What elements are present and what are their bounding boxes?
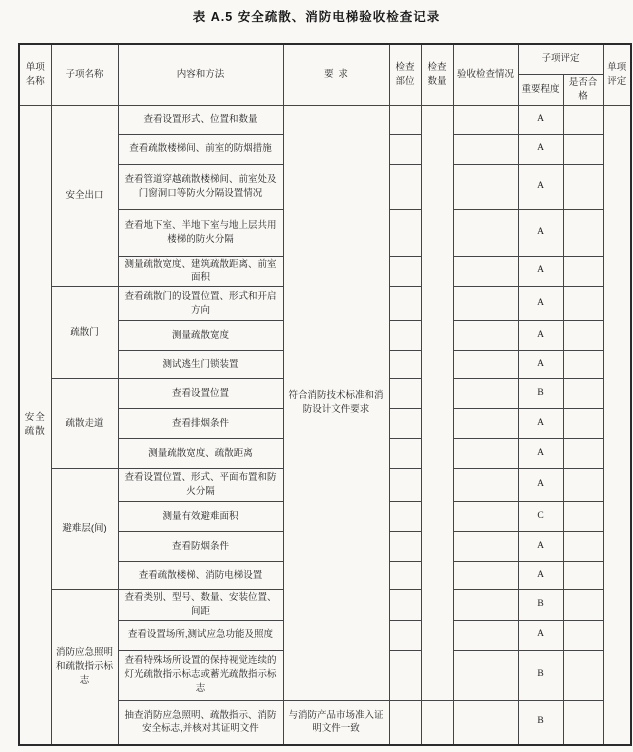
header-content-method: 内容和方法 [118,44,283,105]
cell-check-location [389,287,421,321]
cell-importance: A [518,620,563,650]
cell-acceptance-status [453,379,518,409]
cell-acceptance-status [453,256,518,287]
cell-content-method: 查看特殊场所设置的保持视觉连续的灯光疏散指示标志或蓄光疏散指示标志 [118,650,283,700]
cell-qualified [563,209,603,256]
cell-content-method: 查看设置位置、形式、平面布置和防火分隔 [118,469,283,502]
cell-acceptance-status [453,620,518,650]
cell-check-location [389,562,421,590]
header-item-name: 单项名称 [19,44,51,105]
cell-qualified [563,562,603,590]
cell-importance: C [518,502,563,532]
cell-check-location [389,379,421,409]
cell-importance: A [518,209,563,256]
cell-importance: A [518,351,563,379]
cell-importance: A [518,562,563,590]
cell-content-method: 查看排烟条件 [118,409,283,439]
cell-importance: A [518,134,563,164]
cell-acceptance-status [453,700,518,745]
cell-acceptance-status [453,409,518,439]
cell-sub-item-name: 疏散走道 [51,379,118,469]
cell-content-method: 测量疏散宽度、建筑疏散距离、前室面积 [118,256,283,287]
cell-qualified [563,469,603,502]
table-row [19,105,631,134]
cell-qualified [563,379,603,409]
cell-qualified [563,105,603,134]
cell-importance: B [518,700,563,745]
cell-qualified [563,532,603,562]
cell-acceptance-status [453,590,518,621]
cell-acceptance-status [453,164,518,209]
cell-check-location [389,134,421,164]
cell-importance: A [518,409,563,439]
cell-content-method: 查看疏散门的设置位置、形式和开启方向 [118,287,283,321]
cell-acceptance-status [453,469,518,502]
cell-importance: A [518,469,563,502]
cell-item-eval [603,105,631,745]
cell-check-location [389,650,421,700]
cell-content-method: 查看设置场所,测试应急功能及照度 [118,620,283,650]
cell-acceptance-status [453,209,518,256]
header-acceptance-status: 验收检查情况 [453,44,518,105]
cell-content-method: 测量疏散宽度、疏散距离 [118,439,283,469]
cell-acceptance-status [453,439,518,469]
cell-qualified [563,351,603,379]
cell-content-method: 测试逃生门锁装置 [118,351,283,379]
cell-qualified [563,256,603,287]
cell-importance: A [518,321,563,351]
cell-content-method: 查看设置位置 [118,379,283,409]
cell-check-location [389,502,421,532]
cell-importance: A [518,532,563,562]
cell-qualified [563,590,603,621]
header-row-1 [19,44,631,74]
cell-importance: A [518,287,563,321]
cell-acceptance-status [453,562,518,590]
cell-importance: A [518,105,563,134]
cell-check-location [389,590,421,621]
cell-content-method: 测量有效避难面积 [118,502,283,532]
cell-importance: A [518,256,563,287]
cell-content-method: 查看地下室、半地下室与地上层共用楼梯的防火分隔 [118,209,283,256]
cell-importance: A [518,164,563,209]
cell-sub-item-name: 避难层(间) [51,469,118,590]
cell-content-method: 查看管道穿越疏散楼梯间、前室处及门窗洞口等防火分隔设置情况 [118,164,283,209]
cell-importance: B [518,650,563,700]
cell-content-method: 测量疏散宽度 [118,321,283,351]
cell-check-location [389,321,421,351]
cell-qualified [563,409,603,439]
cell-sub-item-name: 安全出口 [51,105,118,287]
cell-check-location [389,105,421,134]
cell-qualified [563,164,603,209]
inspection-record-table [18,43,632,746]
cell-requirement: 符合消防技术标准和消防设计文件要求 [283,105,389,700]
header-check-quantity: 检查数量 [421,44,453,105]
cell-qualified [563,502,603,532]
header-importance: 重要程度 [518,74,563,105]
header-item-eval: 单项评定 [603,44,631,105]
cell-check-location [389,351,421,379]
header-sub-item-name: 子项名称 [51,44,118,105]
header-requirement: 要求 [283,44,389,105]
cell-content-method: 查看防烟条件 [118,532,283,562]
cell-requirement: 与消防产品市场准入证明文件一致 [283,700,389,745]
cell-check-location [389,209,421,256]
table-header [19,44,631,105]
header-qualified: 是否合格 [563,74,603,105]
cell-item-name: 安全疏散 [19,105,51,745]
header-sub-item-eval: 子项评定 [518,44,603,74]
cell-qualified [563,287,603,321]
cell-qualified [563,620,603,650]
cell-acceptance-status [453,105,518,134]
cell-check-location [389,164,421,209]
header-check-location: 检查部位 [389,44,421,105]
cell-acceptance-status [453,287,518,321]
cell-check-quantity [421,700,453,745]
cell-acceptance-status [453,532,518,562]
cell-check-location [389,620,421,650]
cell-qualified [563,650,603,700]
cell-check-location [389,532,421,562]
cell-qualified [563,134,603,164]
cell-content-method: 查看疏散楼梯间、前室的防烟措施 [118,134,283,164]
cell-content-method: 抽查消防应急照明、疏散指示、消防安全标志,并核对其证明文件 [118,700,283,745]
cell-qualified [563,321,603,351]
cell-check-location [389,469,421,502]
cell-acceptance-status [453,502,518,532]
cell-sub-item-name: 疏散门 [51,287,118,379]
cell-check-quantity [421,105,453,700]
cell-qualified [563,439,603,469]
cell-check-location [389,439,421,469]
cell-importance: A [518,439,563,469]
page-title: 表 A.5 安全疏散、消防电梯验收检查记录 [192,10,441,24]
cell-check-location [389,700,421,745]
cell-importance: B [518,379,563,409]
cell-acceptance-status [453,134,518,164]
cell-content-method: 查看类别、型号、数量、安装位置、间距 [118,590,283,621]
cell-acceptance-status [453,351,518,379]
cell-sub-item-name: 消防应急照明和疏散指示标志 [51,590,118,746]
cell-acceptance-status [453,650,518,700]
cell-check-location [389,256,421,287]
cell-content-method: 查看疏散楼梯、消防电梯设置 [118,562,283,590]
cell-acceptance-status [453,321,518,351]
cell-check-location [389,409,421,439]
table-body [19,105,631,745]
cell-content-method: 查看设置形式、位置和数量 [118,105,283,134]
cell-qualified [563,700,603,745]
cell-importance: B [518,590,563,621]
